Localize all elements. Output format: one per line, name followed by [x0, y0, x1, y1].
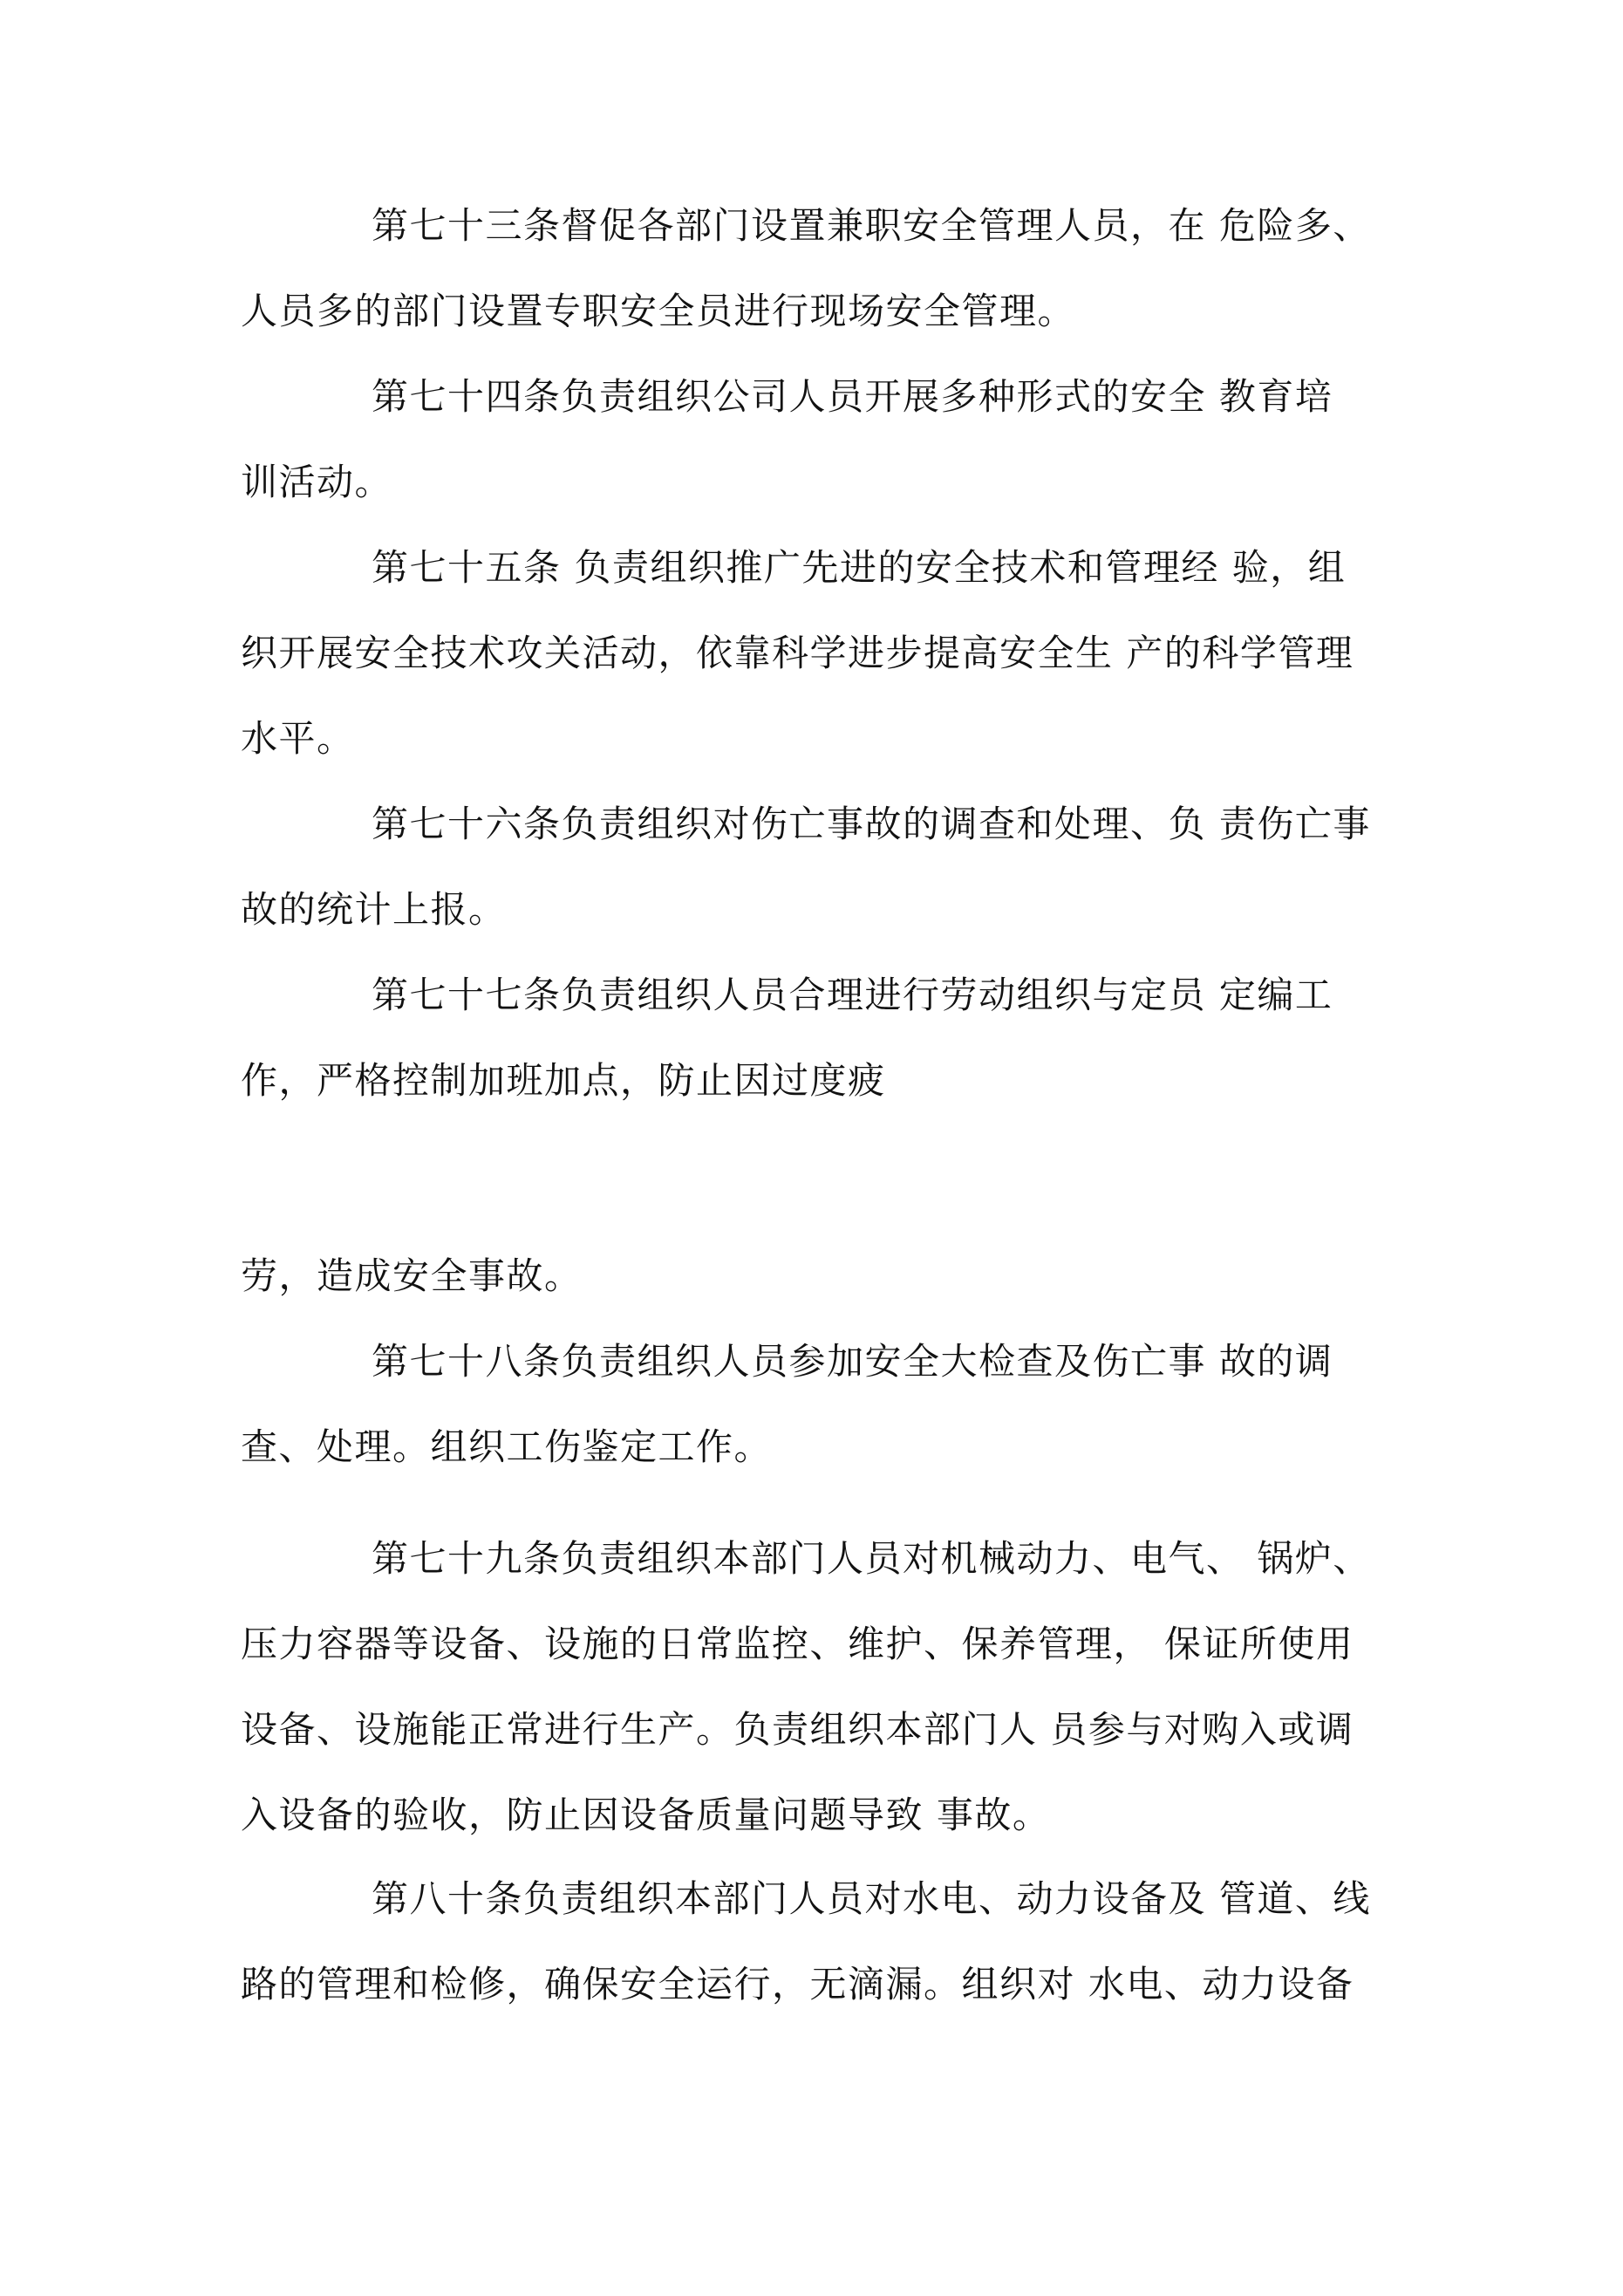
article-80-paragraph — [241, 1856, 1430, 2027]
article-76-line-1: 第七十六条负责组织对伤亡事故的调查和处理、负 责伤亡事 — [372, 803, 1371, 845]
article-77-line-1: 第七十七条负责组织人员合理进行劳动组织与定员 定编工 — [372, 974, 1333, 1016]
article-73-line-2: 人员多的部门设置专职安全员进行现场安全管理。 — [241, 290, 1076, 332]
article-77-line-2: 作，严格控制加班加点，防止因过度疲 — [241, 1059, 886, 1102]
article-78-paragraph — [241, 1319, 1430, 1490]
article-77-paragraph — [241, 953, 1430, 1124]
article-80-line-2: 路的管理和检修，确保安全运行，无滴漏。组织对 水电、动力设备 — [241, 1963, 1354, 2006]
article-79-paragraph — [241, 1516, 1430, 1858]
article-74-line-2: 训活动。 — [241, 461, 393, 503]
article-78-line-1: 第七十八条负责组织人员参加安全大检查及伤亡事 故的调 — [372, 1340, 1333, 1383]
article-73-line-1: 第七十三条督促各部门设置兼职安全管理人员，在 危险多、 — [372, 204, 1371, 247]
article-77-cont-line-1: 劳，造成安全事故。 — [241, 1254, 583, 1297]
article-75-line-3: 水平。 — [241, 717, 355, 760]
article-79-line-2: 压力容器等设备、设施的日常监控、维护、保养管理， 保证所使用 — [241, 1623, 1354, 1665]
article-75-paragraph — [241, 525, 1430, 782]
article-80-line-1: 第八十条负责组织本部门人员对水电、动力设备及 管道、线 — [372, 1877, 1371, 1920]
article-74-line-1: 第七十四条负责组织公司人员开展多种形式的安全 教育培 — [372, 375, 1333, 418]
article-73-paragraph — [241, 183, 1430, 354]
article-79-line-4: 入设备的验收，防止因设备质量问题导致 事故。 — [241, 1794, 1051, 1836]
article-74-paragraph — [241, 354, 1430, 525]
article-75-line-1: 第七十五条 负责组织推广先进的安全技术和管理经 验，组 — [372, 546, 1347, 589]
article-79-line-3: 设备、设施能正常进行生产。负责组织本部门人 员参与对购入或调 — [241, 1708, 1354, 1751]
article-77-continuation — [241, 1233, 1430, 1319]
article-75-line-2: 织开展安全技术攻关活动，依靠科学进步提高安全生 产的科学管理 — [241, 632, 1354, 674]
article-78-line-2: 查、处理。组织工伤鉴定工作。 — [241, 1425, 773, 1468]
article-76-line-2: 故的统计上报。 — [241, 888, 507, 931]
article-79-line-1: 第七十九条负责组织本部门人员对机械动力、电气、 锅炉、 — [372, 1537, 1371, 1580]
article-76-paragraph — [241, 782, 1430, 953]
